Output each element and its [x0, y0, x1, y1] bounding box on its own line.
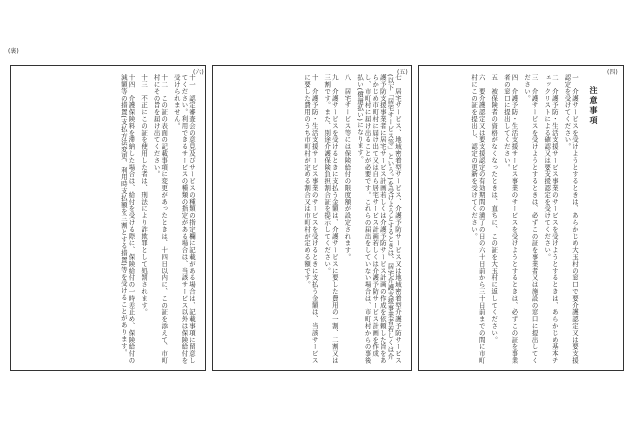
panel-number: (四): [607, 69, 618, 76]
panel-number: (五): [397, 69, 408, 76]
notice-item: 一 介護サービスを受けようとするときは、あらかじめ大玉村の窓口で要介護認定又は要支援認定を受けてください。: [563, 74, 579, 364]
notice-item: 十三 不正にこの証を使用した者は、刑法により詐欺罪として処罰されます。: [140, 74, 149, 316]
notice-item: 八 居宅サービス等には保険給付の限度額が設定されます。: [343, 74, 352, 261]
panel-five: [212, 65, 412, 371]
notice-item: 二 介護予防・生活支援サービス事業のサービスを受けようとするときは、あらかじめ基本チェックリストによる確認又は要支援認定を受けてください。: [543, 74, 559, 364]
notice-item: 五 被保険者の資格がなくなったときは、直ちに、この証を大玉村に返してください。: [490, 74, 499, 344]
notice-item: 九 介護サービスを受けるときに支払う金額は、介護サービスに要した費用の一割、二割又は三割です。また、別途介護保険負担割合証を提示してください。: [323, 74, 339, 364]
notice-item: 十一 認定審査会の意見及びサービスの種類の指定欄に記載がある場合は、記載事項に留意してください。利用できるサービスの種類の指定がある場合は、当該サービス以外は保険給付を受けられません。: [172, 74, 196, 364]
notice-item: 七 居宅サービス、地域密着型サービス、介護予防サービス又は地域密着型介護予防サービス(以下「居宅サービス等」という。)を受けようとするときは、居宅介護支援事業者若しくは介護予防支援事業者に居宅サービス計画若しくは介護予防サービス計画の作成を依頼した旨をあらかじめ市町村に届け出て又は自ら居宅サービス計画若しくは介護予防サービス計画を作成し、市町村に届け出ることが必要です。これらの届出をしていない場合は、市町村からの事後払い(償還払い)になります。: [356, 74, 402, 364]
notice-item: 十 介護予防・生活支援サービス事業のサービスを受けるときに支払う金額は、当該サービスに要した費用のうち市町村が定める割合又は市町村が定める額です。: [303, 74, 319, 364]
notice-item: 三 介護サービスを受けようとするときは、必ずこの証を事業者又は施設の窓口に提出してください。: [523, 74, 539, 364]
panel-four: [418, 65, 624, 371]
notice-item: 四 介護予防・生活支援サービス事業のサービスを受けようとするときは、必ずこの証を事業者の窓口に提出してください。: [502, 74, 519, 364]
notice-item: 十四 介護保険料を滞納した場合は、給付を受ける際に、保険給付の一時差止め、保険給付の減額等の措置(支払方法変更、利用時支払額を三割とする措置)等を受けることがあります。: [119, 74, 136, 364]
panel-number: (六): [193, 69, 204, 76]
notice-item: 十二 この証の表面の記載事項に変更があったときは、十四日以内に、この証を添えて、市町村にその旨を届け出てください。: [152, 74, 169, 364]
notice-title: 注意事項: [589, 86, 598, 126]
back-side-label: (裏): [8, 48, 19, 55]
notice-item: 六 要介護認定又は要支援認定の有効期間の満了の日の六十日前から三十日前までの間に市町村にこの証を提出し、認定の更新を受けてください。: [470, 74, 486, 364]
panel-six: [10, 65, 206, 371]
